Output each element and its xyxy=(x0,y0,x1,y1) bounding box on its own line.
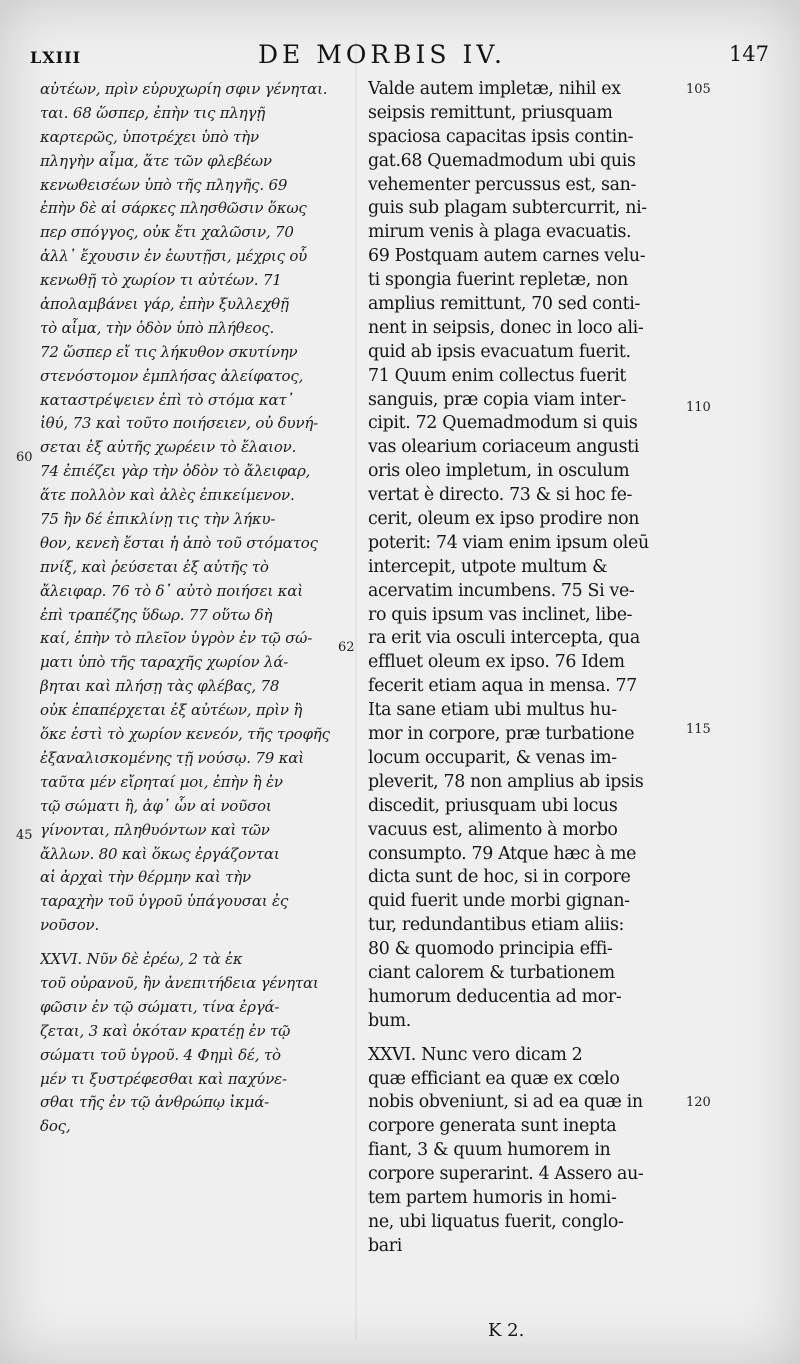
latin-text-line: fecerit etiam aqua in mensa. 77 xyxy=(368,676,637,697)
greek-text-line: καρτερῶς, ὑποτρέχει ὑπὸ τὴν xyxy=(40,127,259,146)
greek-text-line: πνίξ, καὶ ῥεύσεται ἐξ αὐτῆς τὸ xyxy=(40,557,269,576)
latin-text-line: XXVI. Nunc vero dicam 2 xyxy=(368,1044,583,1065)
greek-text-line: ἐπὶ τραπέζης ὕδωρ. 77 οὕτω δὴ xyxy=(40,605,273,624)
latin-text-line: effluet oleum ex ipso. 76 Idem xyxy=(368,652,625,673)
greek-text-line: ἄλειφαρ. 76 τὸ δ᾽ αὐτὸ ποιήσει καὶ xyxy=(40,581,303,600)
greek-section-break xyxy=(40,938,348,948)
latin-text-line: dicta sunt de hoc, si in corpore xyxy=(368,867,631,888)
greek-text-line: σεται ἐξ αὐτῆς χωρέειν τὸ ἔλαιον. xyxy=(40,438,297,457)
greek-text-line: τῷ σώματι ἢ, ἀφ᾽ ὧν αἱ νοῦσοι xyxy=(40,796,272,815)
greek-text-line: κενωθῇ τὸ χωρίον τι αὐτέων. 71 xyxy=(40,271,282,290)
margin-number-60: 60 xyxy=(16,450,33,465)
greek-text-line: ἐξαναλισκομένης τῇ νούσῳ. 79 καὶ xyxy=(40,748,304,767)
greek-text-line: ται. 68 ὥσπερ, ἐπὴν τις πληγῇ xyxy=(40,103,266,122)
greek-text-column xyxy=(40,78,348,1139)
page-label: LXIII xyxy=(30,48,82,67)
latin-text-line: sanguis, præ copia viam inter- xyxy=(368,389,626,410)
greek-text-line: κενωθεισέων ὑπὸ τῆς πληγῆς. 69 xyxy=(40,175,288,194)
latin-text-line: vehementer percussus est, san- xyxy=(368,174,637,195)
greek-text-line: βηται καὶ πλήσῃ τὰς φλέβας, 78 xyxy=(40,677,280,696)
latin-text-line: vacuus est, alimento à morbo xyxy=(368,819,618,840)
latin-text-line: seipsis remittunt, priusquam xyxy=(368,102,613,123)
latin-text-line: corpore superarint. 4 Assero au- xyxy=(368,1164,644,1185)
margin-number-105: 105 xyxy=(686,82,711,97)
latin-section-break xyxy=(368,1034,686,1044)
greek-text-line: ἄλλων. 80 καὶ ὅκως ἐργάζονται xyxy=(40,844,280,863)
greek-text-line: ματι ὑπὸ τῆς ταραχῆς χωρίον λά- xyxy=(40,653,289,672)
greek-text-line: ὅκε ἐστὶ τὸ χωρίον κενεόν, τῆς τροφῆς xyxy=(40,725,330,744)
gutter-shadow xyxy=(355,40,357,1340)
greek-text-line: ἅτε πολλὸν καὶ ἀλὲς ἐπικείμενον. xyxy=(40,486,295,505)
greek-text-line: μέν τι ξυστρέφεσθαι καὶ παχύνε- xyxy=(40,1069,287,1088)
latin-text-line: fiant, 3 & quum humorem in xyxy=(368,1140,611,1161)
greek-text-line: ταῦτα μέν εἴρηταί μοι, ἐπὴν ἢ ἐν xyxy=(40,772,283,791)
greek-text-line: στενόστομον ἐμπλήσας ἀλείφατος, xyxy=(40,366,304,385)
greek-text-line: νοῦσον. xyxy=(40,916,100,935)
greek-text-line: ἐπὴν δὲ αἱ σάρκες πλησθῶσιν ὅκως xyxy=(40,199,307,218)
latin-text-line: Valde autem impletæ, nihil ex xyxy=(368,79,621,99)
latin-text-line: amplius remittunt, 70 sed conti- xyxy=(368,294,641,315)
margin-number-62: 62 xyxy=(338,640,355,655)
greek-text-line: καί, ἐπὴν τὸ πλεῖον ὑγρὸν ἐν τῷ σώ- xyxy=(40,629,313,648)
latin-text-line: humorum deducentia ad mor- xyxy=(368,986,622,1007)
latin-text-line: mor in corpore, præ turbatione xyxy=(368,724,635,745)
greek-text-line: καταστρέψειεν ἐπὶ τὸ στόμα κατ᾽ xyxy=(40,390,294,409)
latin-text-line: 69 Postquam autem carnes velu- xyxy=(368,246,646,267)
latin-text-line: locum occuparit, & venas im- xyxy=(368,747,617,768)
latin-text-line: nobis obveniunt, si ad ea quæ in xyxy=(368,1092,643,1113)
greek-text-line: ζεται, 3 καὶ ὁκόταν κρατέῃ ἐν τῷ xyxy=(40,1021,291,1040)
latin-text-line: guis sub plagam subtercurrit, ni- xyxy=(368,198,647,219)
greek-text-line: ἀλλ᾽ ἔχουσιν ἐν ἑωυτῇσι, μέχρις οὗ xyxy=(40,247,308,266)
latin-text-line: 71 Quum enim collectus fuerit xyxy=(368,365,627,386)
greek-text-line: δος, xyxy=(40,1117,71,1136)
greek-text-line: αἱ ἀρχαὶ τὴν θέρμην καὶ τὴν xyxy=(40,868,251,887)
latin-text-line: corpore generata sunt inepta xyxy=(368,1116,617,1137)
latin-text-line: 80 & quomodo principia effi- xyxy=(368,939,613,960)
margin-number-115: 115 xyxy=(686,722,711,737)
greek-text-line: 72 ὥσπερ εἴ τις λήκυθον σκυτίνην xyxy=(40,342,298,361)
greek-text-line: αὐτέων, πρὶν εὐρυχωρίη σφιν γένηται. xyxy=(40,80,328,98)
greek-text-line: σθαι τῆς ἐν τῷ ἀνθρώπῳ ἰκμά- xyxy=(40,1093,269,1112)
latin-text-line: tem partem humoris in homi- xyxy=(368,1187,617,1208)
latin-text-line: ciant calorem & turbationem xyxy=(368,962,615,983)
latin-text-line: quæ efficiant ea quæ ex cœlo xyxy=(368,1068,620,1089)
latin-text-line: ro quis ipsum vas inclinet, libe- xyxy=(368,604,633,625)
signature-mark: K 2. xyxy=(488,1320,525,1341)
latin-text-line: cerit, oleum ex ipso prodire non xyxy=(368,509,640,530)
latin-text-line: acervatim incumbens. 75 Si ve- xyxy=(368,580,635,601)
margin-number-110: 110 xyxy=(686,400,711,415)
latin-text-line: quid fuerit unde morbi gignan- xyxy=(368,891,630,912)
latin-text-line: discedit, priusquam ubi locus xyxy=(368,795,618,816)
latin-text-line: oris oleo impletum, in osculum xyxy=(368,461,630,482)
latin-text-line: poterit: 74 viam enim ipsum oleū xyxy=(368,532,649,553)
greek-text-line: 75 ἢν δέ ἐπικλίνῃ τις τὴν λήκυ- xyxy=(40,510,276,529)
running-title: DE MORBIS IV. xyxy=(258,40,506,69)
greek-text-line: 74 ἐπιέζει γὰρ τὴν ὁδὸν τὸ ἄλειφαρ, xyxy=(40,462,311,481)
greek-text-line: ἰθύ, 73 καὶ τοῦτο ποιήσειεν, οὐ δυνή- xyxy=(40,414,319,433)
latin-text-line: tur, redundantibus etiam aliis: xyxy=(368,915,625,936)
latin-text-line: bari xyxy=(368,1235,402,1256)
latin-text-line: ti spongia fuerint repletæ, non xyxy=(368,270,628,291)
latin-text-line: vas olearium coriaceum angusti xyxy=(368,437,640,458)
greek-text-line: ταραχὴν τοῦ ὑγροῦ ὑπάγουσαι ἐς xyxy=(40,892,289,911)
latin-text-line: gat.68 Quemadmodum ubi quis xyxy=(368,150,636,171)
latin-text-line: pleverit, 78 non amplius ab ipsis xyxy=(368,771,644,792)
margin-number-45: 45 xyxy=(16,828,33,843)
greek-text-line: τοῦ οὐρανοῦ, ἢν ἀνεπιτήδεια γένηται xyxy=(40,973,319,992)
greek-text-line: σώματι τοῦ ὑγροῦ. 4 Φημὶ δέ, τὸ xyxy=(40,1045,281,1064)
page-header xyxy=(30,40,775,76)
greek-text-line: ἀπολαμβάνει γάρ, ἐπὴν ξυλλεχθῇ xyxy=(40,295,289,314)
greek-text-line: τὸ αἷμα, τὴν ὁδὸν ὑπὸ πλήθεος. xyxy=(40,318,275,337)
page-number: 147 xyxy=(728,42,769,66)
latin-text-column xyxy=(368,78,686,1259)
latin-text-line: bum. xyxy=(368,1010,411,1031)
greek-text-line: περ σπόγγος, οὐκ ἔτι χαλῶσιν, 70 xyxy=(40,223,294,242)
latin-text-line: intercepit, utpote multum & xyxy=(368,556,608,577)
latin-text-line: vertat è directo. 73 & si hoc fe- xyxy=(368,485,633,506)
latin-text-line: Ita sane etiam ubi multus hu- xyxy=(368,700,617,721)
latin-text-line: consumpto. 79 Atque hæc à me xyxy=(368,843,637,864)
margin-number-120: 120 xyxy=(686,1095,711,1110)
greek-text-line: πληγὴν αἷμα, ἅτε τῶν φλεβέων xyxy=(40,151,272,170)
latin-text-line: ne, ubi liquatus fuerit, conglo- xyxy=(368,1211,624,1232)
greek-text-line: θον, κενεὴ ἔσται ἡ ἀπὸ τοῦ στόματος xyxy=(40,533,318,552)
greek-text-line: XXVI. Νῦν δὲ ἐρέω, 2 τὰ ἐκ xyxy=(40,950,243,969)
greek-text-line: οὐκ ἐπαπέρχεται ἐξ αὐτέων, πρὶν ἢ xyxy=(40,701,303,720)
latin-text-line: spaciosa capacitas ipsis contin- xyxy=(368,126,634,147)
latin-text-line: ra erit via osculi intercepta, qua xyxy=(368,628,640,649)
latin-text-line: nent in seipsis, donec in loco ali- xyxy=(368,317,644,338)
greek-text-line: φῶσιν ἐν τῷ σώματι, τίνα ἐργά- xyxy=(40,997,280,1016)
greek-text-line: γίνονται, πληθυόντων καὶ τῶν xyxy=(40,820,270,839)
latin-text-line: mirum venis à plaga evacuatis. xyxy=(368,222,632,243)
latin-text-line: cipit. 72 Quemadmodum si quis xyxy=(368,413,638,434)
latin-text-line: quid ab ipsis evacuatum fuerit. xyxy=(368,341,631,362)
